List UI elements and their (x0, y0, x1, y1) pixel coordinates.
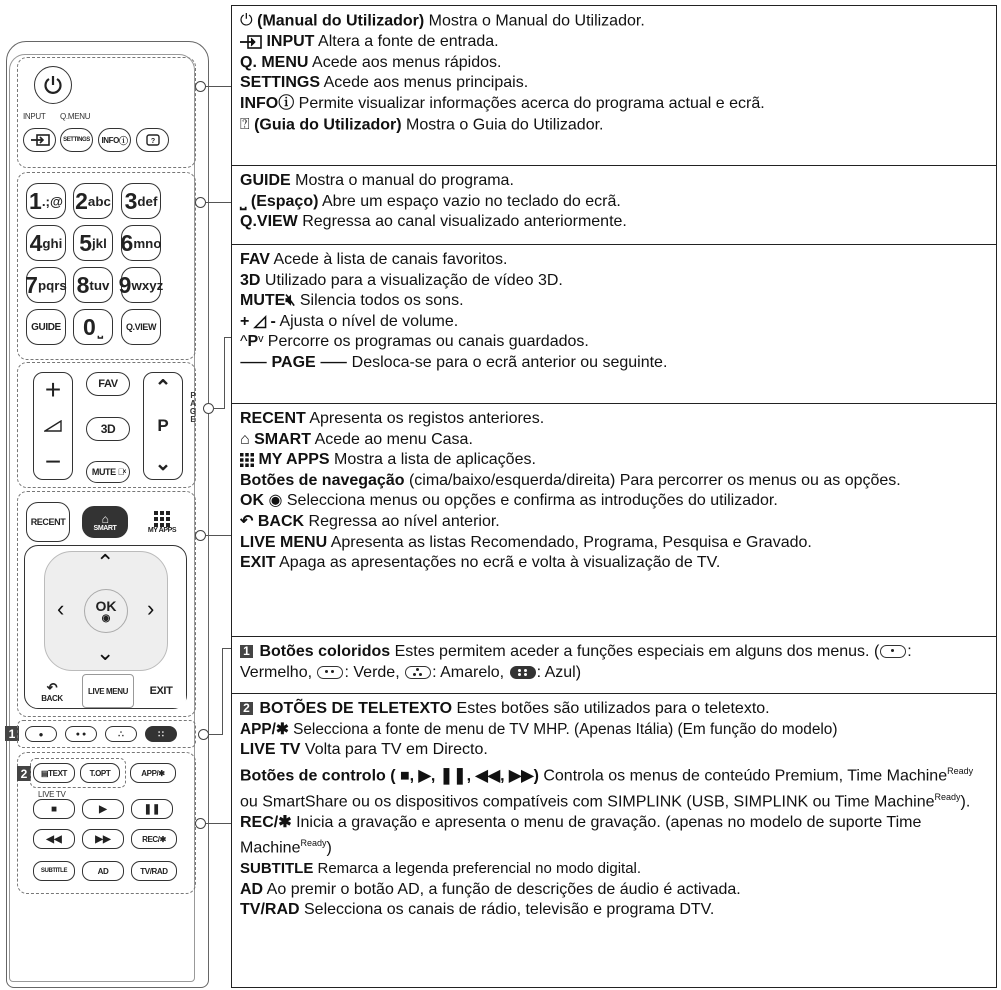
desc-line-input: INPUT Altera a fonte de entrada. (240, 32, 988, 53)
input-icon (240, 35, 262, 49)
tvrad-button[interactable]: TV/RAD (131, 861, 177, 881)
number-key-8[interactable] (73, 267, 113, 303)
number-key-digit: 6 (120, 229, 134, 256)
leader-line-5b (222, 648, 231, 649)
number-key-digit: 3 (124, 187, 138, 214)
desc-line-livemenu: LIVE MENU Apresenta as listas Recomendado, Programa, Pesquisa e Gravado. (240, 533, 812, 551)
number-key-7[interactable] (26, 267, 66, 303)
desc-line-rec: REC/✱ Inicia a gravação e apresenta o menu de gravação. (apenas no modelo de suporte Time Machine$^{Ready}$) (240, 813, 922, 857)
stop-icon: ■ (50, 803, 58, 815)
number-key-digit: 4 (29, 229, 43, 256)
number-key-digit: 7 (25, 271, 38, 298)
home-icon: ⌂ (101, 511, 109, 526)
desc-line-settings: SETTINGS Acede aos menus principais. (240, 74, 529, 92)
leader-dot-4 (195, 530, 206, 541)
number-key-letters: ghi (42, 235, 63, 251)
qmenu-label: Q.MENU (60, 112, 91, 121)
smart-button[interactable] (82, 506, 128, 538)
number-key-digit: 8 (76, 271, 90, 298)
space-icon: ⎵ (240, 192, 247, 210)
number-key-letters: wxyz (131, 277, 164, 293)
chevron-down-icon: ⌄ (154, 453, 172, 475)
ad-button[interactable]: AD (82, 861, 124, 881)
power-button[interactable] (34, 66, 72, 104)
input-icon (30, 134, 50, 146)
leader-line-1 (206, 86, 231, 87)
volume-plus-icon: + (44, 374, 62, 405)
back-label: BACK (41, 693, 63, 703)
topt-button[interactable]: T.OPT (80, 763, 120, 783)
app-button[interactable]: APP/✱ (130, 763, 176, 783)
program-rocker[interactable] (143, 372, 183, 480)
volume-rocker[interactable] (33, 372, 73, 480)
badge-2: 2 (17, 766, 31, 781)
number-key-1[interactable] (26, 183, 66, 219)
desc-line-recent: RECENT Apresenta os registos anteriores. (240, 410, 545, 427)
zero-button[interactable] (73, 309, 113, 345)
zero-digit: 0 (83, 313, 96, 340)
play-button[interactable] (82, 799, 124, 819)
back-arrow-icon: ↶ (240, 512, 254, 530)
desc-line-qmenu: Q. MENU Acede aos menus rápidos. (240, 53, 502, 71)
space-icon: ⎵ (97, 323, 103, 338)
desc-line-guide: ⍰ (Guia do Utilizador) Mostra o Guia do Utilizador. (240, 115, 988, 136)
power-icon: ⏻ (240, 12, 253, 29)
number-key-6[interactable] (121, 225, 161, 261)
number-key-9[interactable] (118, 267, 164, 303)
desc-line-navigation: Botões de navegação (cima/baixo/esquerda/direita) Para percorrer os menus ou as opções. (240, 471, 901, 489)
number-key-digit: 9 (118, 271, 132, 298)
desc-line-mute: MUTE🔇︎ Silencia todos os sons. (240, 292, 464, 310)
desc-line-info: INFOⓘ Permite visualizar informações acerca do programa actual e ecrã. (240, 94, 765, 112)
apps-grid-icon (154, 511, 170, 527)
number-key-4[interactable] (26, 225, 66, 261)
desc-line-exit: EXIT Apaga as apresentações no ecrã e volta à visualização de TV. (240, 554, 721, 572)
my-apps-button[interactable] (138, 502, 186, 542)
live-tv-label: LIVE TV (38, 790, 66, 799)
section-teletext (232, 694, 996, 989)
desc-line-smart: ⌂ SMART Acede ao menu Casa. (240, 430, 473, 448)
stop-button[interactable] (33, 799, 75, 819)
info-button[interactable] (98, 128, 131, 152)
desc-line-livetv: LIVE TV Volta para TV em Directo. (240, 741, 488, 759)
power-icon (42, 74, 64, 96)
leader-line-5a (208, 734, 223, 735)
desc-line-subtitle: SUBTITLE Remarca a legenda preferencial no modo digital. (240, 860, 642, 878)
mute-button-label: MUTE (91, 467, 116, 477)
desc-line-qview: Q.VIEW Regressa ao canal visualizado anteriormente. (240, 213, 627, 231)
number-key-letters: jkl (91, 235, 107, 251)
desc-line-fav: FAV Acede à lista de canais favoritos. (240, 251, 508, 268)
leader-line-4 (206, 535, 231, 536)
mute-icon: ◁ͯ (117, 467, 125, 477)
chevron-up-icon: ⌃ (154, 377, 172, 399)
number-key-letters: .;@ (41, 193, 63, 209)
yellow-button-icon (405, 666, 431, 679)
rewind-icon: ◀◀ (46, 833, 62, 845)
info-button-label: INFO (101, 135, 119, 145)
text-icon: ▤ (40, 768, 49, 778)
smart-button-label: SMART (93, 524, 117, 532)
text-button[interactable] (33, 763, 75, 783)
number-key-letters: def (137, 193, 158, 209)
badge-2-icon: 2 (240, 702, 253, 715)
nav-down-icon[interactable]: ⌄ (96, 640, 115, 665)
desc-line-ok: OK ◉ Selecciona menus ou opções e confirma as introduções do utilizador. (240, 492, 778, 510)
input-label: INPUT (23, 112, 46, 121)
desc-line-guide-button: GUIDE Mostra o manual do programa. (240, 172, 514, 189)
blue-button-icon (510, 666, 536, 679)
right-dash-icon: ⸺ (315, 353, 348, 371)
svg-text:?: ? (150, 138, 155, 145)
leader-line-3b (224, 337, 231, 338)
desc-line-program: ^Pᵛ Percorre os programas ou canais guardados. (240, 333, 589, 351)
leader-dot-2 (195, 197, 206, 208)
rewind-button[interactable] (33, 829, 75, 849)
volume-ramp-icon (44, 420, 62, 432)
section-smart-navigation (232, 404, 996, 637)
four-dots-icon: ∷ (158, 728, 164, 739)
number-key-letters: tuv (89, 277, 110, 293)
number-key-letters: pqrs (37, 277, 67, 293)
text-label: TEXT (48, 768, 68, 778)
desc-line-myapps: MY APPS Mostra a lista de aplicações. (240, 450, 988, 471)
volume-minus-icon: − (44, 446, 62, 477)
number-key-digit: 5 (79, 229, 92, 256)
badge-1: 1 (5, 726, 19, 741)
input-button[interactable] (23, 128, 56, 152)
book-icon (146, 134, 160, 146)
section-volume-program (232, 245, 996, 404)
red-button-icon (880, 645, 906, 658)
section-power-input (232, 6, 996, 166)
home-icon: ⌂ (240, 430, 250, 448)
leader-line-6 (206, 823, 231, 824)
mute-icon: 🔇︎ (285, 292, 296, 310)
3d-button[interactable]: 3D (86, 417, 130, 441)
pause-icon: ❚❚ (143, 803, 161, 815)
settings-button[interactable]: SETTINGS (60, 128, 93, 152)
number-key-2[interactable] (73, 183, 113, 219)
nav-up-icon[interactable]: ⌃ (96, 550, 115, 575)
desc-line-back: ↶ BACK Regressa ao nível anterior. (240, 512, 500, 530)
desc-line-tvrad: TV/RAD Selecciona os canais de rádio, televisão e programa DTV. (240, 901, 715, 919)
rec-button[interactable]: REC/✱ (131, 829, 177, 849)
fast-forward-button[interactable] (82, 829, 124, 849)
leader-line-3v (224, 337, 225, 409)
desc-line-page: ⸺ PAGE ⸺ Desloca-se para o ecrã anterior ou seguinte. (240, 353, 668, 371)
number-key-3[interactable] (121, 183, 161, 219)
nav-left-icon[interactable]: ‹ (57, 596, 65, 621)
leader-dot-1 (195, 81, 206, 92)
green-button[interactable] (65, 726, 97, 742)
play-icon: ▶ (99, 803, 107, 815)
leader-line-5v (222, 648, 223, 734)
info-icon: ⓘ (118, 135, 128, 146)
ok-dot-icon: ◉ (101, 613, 111, 624)
desc-line-control-buttons: Botões de controlo ( ■, ▶, ❚❚, ◀◀, ▶▶) Controla os menus de conteúdo Premium, Time Machine$^{Ready}$ ou SmartShare ou os dispositivos compatíveis com SIMPLINK (USB, SIMPLINK ou Time Machine$^{Ready}$). (240, 765, 974, 811)
desc-line-ad: AD Ao premir o botão AD, a função de descrições de áudio é activada. (240, 880, 741, 898)
leader-dot-6 (195, 818, 206, 829)
mute-button[interactable] (86, 461, 130, 483)
blue-button[interactable] (145, 726, 177, 742)
two-dots-icon: ● ● (75, 730, 87, 738)
fav-button[interactable]: FAV (86, 372, 130, 396)
qview-button[interactable]: Q.VIEW (121, 309, 161, 345)
my-apps-label: MY APPS (147, 526, 177, 534)
user-guide-button[interactable] (136, 128, 169, 152)
desc-line-volume: + ◿ - Ajusta o nível de volume. (240, 312, 459, 330)
back-button[interactable] (26, 676, 78, 708)
chevron-up-icon: ^ (240, 333, 248, 351)
fast-forward-icon: ▶▶ (95, 833, 111, 845)
recent-button[interactable]: RECENT (26, 502, 70, 542)
book-icon: ⍰ (240, 115, 250, 133)
leader-line-3a (213, 408, 225, 409)
guide-button[interactable]: GUIDE (26, 309, 66, 345)
desc-line-app: APP/✱ Selecciona a fonte de menu de TV MHP. (Apenas Itália) (Em função do modelo) (240, 720, 838, 738)
nav-right-icon[interactable]: › (147, 596, 155, 621)
subtitle-button[interactable]: SUBTITLE (33, 861, 75, 881)
left-dash-icon: ⸺ (240, 353, 272, 371)
ok-label: OK (95, 598, 117, 614)
apps-grid-icon (240, 453, 254, 467)
chevron-down-icon: ᵛ (258, 333, 264, 351)
back-arrow-icon: ↶ (46, 679, 58, 695)
section-color-buttons (232, 637, 996, 694)
badge-1-icon: 1 (240, 645, 253, 658)
desc-line-teletext-title: 2 BOTÕES DE TELETEXTO Estes botões são utilizados para o teletexto. (240, 699, 988, 720)
info-icon: ⓘ (278, 94, 295, 112)
number-key-letters: mno (133, 235, 162, 251)
desc-line-color-buttons: 1 Botões coloridos Estes permitem aceder a funções especiais em alguns dos menus. ( : Vermelho, : Verde, : Amarelo, : Azul) (240, 643, 912, 681)
desc-line-space: ⎵ (Espaço) Abre um espaço vazio no teclado do ecrã. (240, 192, 621, 210)
number-key-5[interactable] (73, 225, 113, 261)
red-button[interactable] (25, 726, 57, 742)
number-key-letters: abc (87, 193, 111, 209)
page-side-label: PAGE (189, 391, 197, 424)
number-key-digit: 1 (29, 187, 42, 214)
pause-button[interactable] (131, 799, 173, 819)
ok-dot-icon: ◉ (268, 492, 283, 510)
leader-line-2 (206, 202, 231, 203)
description-table (231, 5, 997, 988)
desc-line-3d: 3D Utilizado para a visualização de vídeo 3D. (240, 271, 563, 289)
live-menu-button[interactable]: LIVE MENU (82, 674, 134, 708)
section-number-keys (232, 166, 996, 245)
one-dot-icon: ● (38, 729, 44, 739)
remote-illustration (0, 0, 222, 990)
exit-button[interactable]: EXIT (136, 674, 186, 708)
number-key-digit: 2 (75, 187, 88, 214)
program-label: P (157, 416, 169, 435)
yellow-button[interactable] (105, 726, 137, 742)
green-button-icon (317, 666, 343, 679)
three-dots-icon: ∴ (118, 728, 124, 739)
ok-button[interactable] (84, 589, 128, 633)
desc-line-manual: ⏻ (Manual do Utilizador) Mostra o Manual do Utilizador. (240, 11, 988, 32)
